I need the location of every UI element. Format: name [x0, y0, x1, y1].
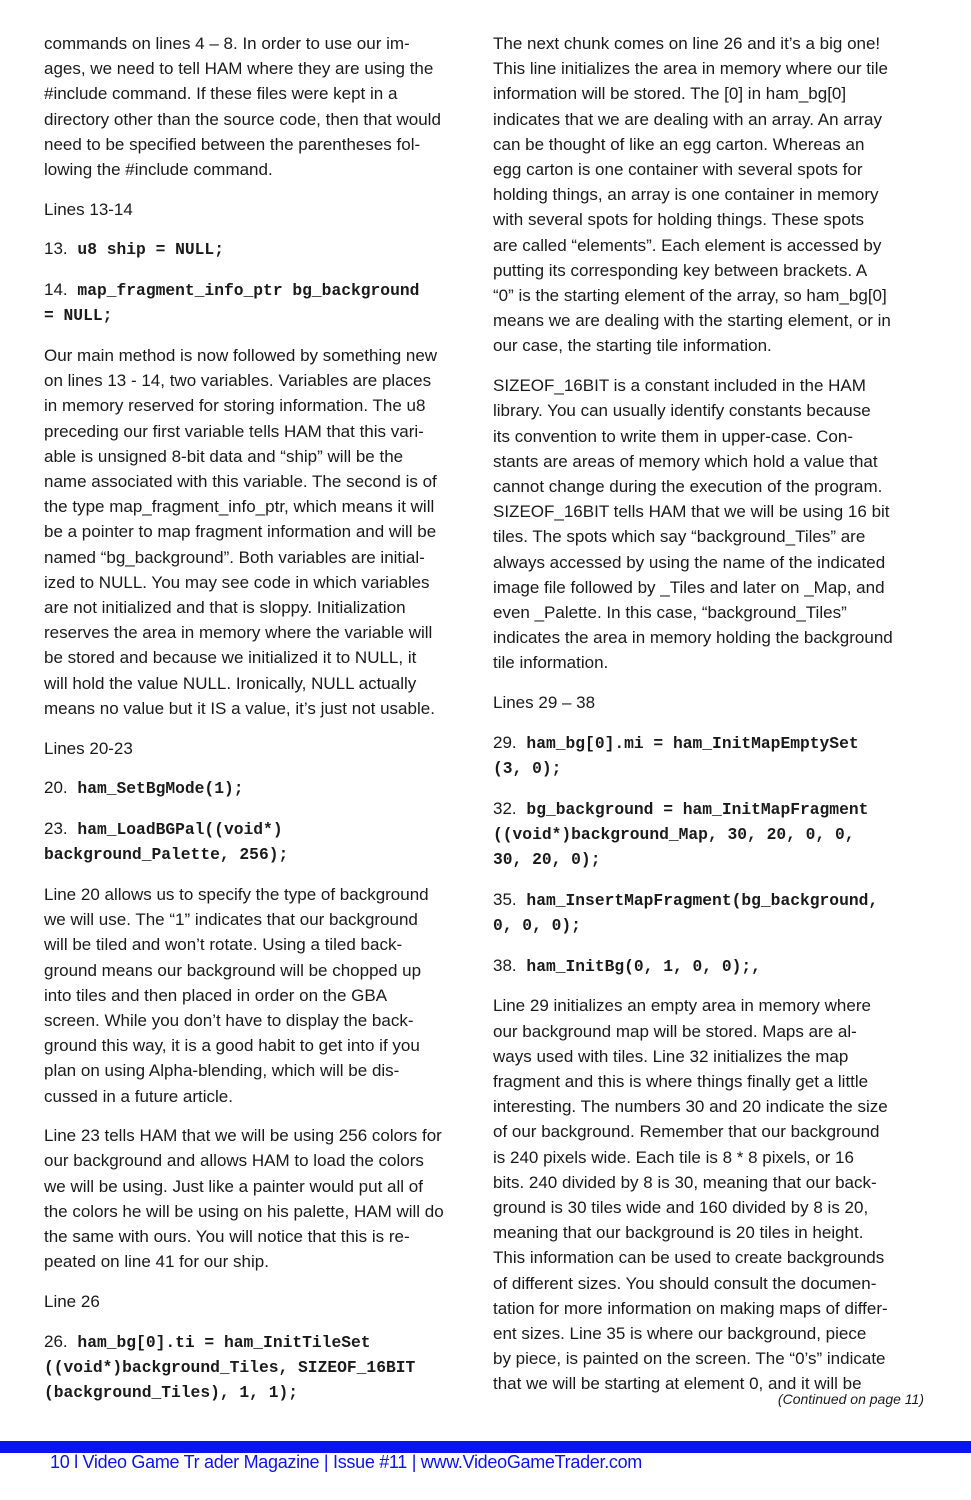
code-line-number: 13.	[44, 239, 68, 259]
paragraph: Lines 20-23	[44, 738, 133, 758]
code-line	[44, 277, 476, 328]
code-line	[493, 730, 925, 781]
code-line-number: 32.	[493, 798, 517, 818]
code-line	[493, 796, 925, 873]
paragraph: commands on lines 4 – 8. In order to use our im- ages, we need to tell HAM where they are using the #include command. If these files were kept in a directory other than the source code, then that would need to be specified between the parentheses fol- lowing the #include command.	[44, 34, 441, 180]
code-text: ham_InsertMapFragment(bg_background, 0, 0, 0);	[493, 890, 879, 935]
paragraph: Our main method is now followed by something new on lines 13 - 14, two variables. Variables are places in memory reserved for storing information. The u8 preceding our first variable tells HAM that this vari- able is unsigned 8-bit data and “ship” will be the name associated with this variable. The second is of the type map_fragment_info_ptr, which means it will be a pointer to map fragment information and will be named “bg_background”. Both variables are initial- ized to NULL. You may see code in which variables are not initialized and that is sloppy. Initialization reserves the area in memory where the variable will be stored and because we initialized it to NULL, it will hold the value NULL. Ironically, NULL actually means no value but it IS a value, it’s just not usable.	[44, 346, 438, 718]
left-column	[44, 31, 476, 1420]
paragraph: Lines 13-14	[44, 199, 133, 219]
paragraph: Line 20 allows us to specify the type of background we will use. The “1” indicates that our background will be tiled and won’t rotate. Using a tiled back- ground means our background will be chopped up into tiles and then placed in order on the GBA screen. While you don’t have to display the back- ground this way, it is a good habit to get into if you plan on using Alpha-blending, which will be dis- cussed in a future article.	[44, 884, 429, 1106]
paragraph: Line 26	[44, 1291, 100, 1311]
code-line-number: 35.	[493, 889, 517, 909]
code-line-number: 29.	[493, 732, 517, 752]
code-text: ham_LoadBGPal((void*) background_Palette, 256);	[44, 819, 289, 865]
code-text: u8 ship = NULL;	[77, 240, 224, 260]
paragraph: Lines 29 – 38	[493, 693, 596, 713]
code-line-number: 26.	[44, 1331, 68, 1351]
paragraph: Line 29 initializes an empty area in memory where our background map will be stored. Maps are al- ways used with tiles. Line 32 initializes the map fragment and this is where things finally get a little interesting. The numbers 30 and 20 indicate the size of our background. Remember that our background is 240 pixels wide. Each tile is 8 * 8 pixels, or 16 bits. 240 divided by 8 is 30, meaning that our back- ground is 30 tiles wide and 160 divided by 8 is 20, meaning that our background is 20 tiles in height. This information can be used to create backgrounds of different sizes. You should consult the documen- tation for more information on making maps of differ- ent sizes. Line 35 is where our background, piece by piece, is painted on the screen. The “0’s” indicate that we will be starting at element 0, and it will be	[493, 996, 888, 1394]
footer-text: 10 l Video Game Tr ader Magazine | Issue #11 | www.VideoGameTrader.com	[50, 1452, 642, 1472]
continued-note: (Continued on page 11)	[777, 1391, 924, 1407]
code-text: ham_bg[0].ti = ham_InitTileSet ((void*)background_Tiles, SIZEOF_16BIT (background_Tiles), 1, 1);	[44, 1332, 416, 1403]
code-line	[44, 775, 476, 801]
code-text: ham_bg[0].mi = ham_InitMapEmptySet (3, 0);	[493, 733, 859, 778]
right-column	[493, 31, 925, 1411]
code-text: bg_background = ham_InitMapFragment ((void*)background_Map, 30, 20, 0, 0, 30, 20, 0);	[493, 799, 869, 870]
code-line	[44, 816, 476, 867]
code-text: ham_SetBgMode(1);	[77, 779, 244, 799]
code-line-number: 38.	[493, 955, 517, 975]
code-line-number: 23.	[44, 818, 68, 838]
paragraph: SIZEOF_16BIT is a constant included in the HAM library. You can usually identify constants because its convention to write them in upper-case. Con- stants are areas of memory which hold a value that cannot change during the execution of the program. SIZEOF_16BIT tells HAM that we will be using 16 bit tiles. The spots which say “background_Tiles” are always accessed by using the name of the indicated image file followed by _Tiles and later on _Map, and even _Palette. In this case, “background_Tiles” indicates the area in memory holding the background tile information.	[493, 376, 893, 673]
code-line	[493, 953, 925, 979]
code-line	[44, 236, 476, 262]
code-line-number: 14.	[44, 280, 68, 300]
paragraph: The next chunk comes on line 26 and it’s a big one! This line initializes the area in memory where our tile information will be stored. The [0] in ham_bg[0] indicates that we are dealing with an array. An array can be thought of like an egg carton. Whereas an egg carton is one container with several spots for holding things, an array is one container in memory with several spots for holding things. These spots are called “elements”. Each element is accessed by putting its corresponding key between brackets. A “0” is the starting element of the array, so ham_bg[0] means we are dealing with the starting element, or in our case, the starting tile information.	[493, 34, 891, 356]
code-line	[44, 1329, 476, 1406]
code-line	[493, 887, 925, 938]
paragraph: Line 23 tells HAM that we will be using 256 colors for our background and allows HAM to load the colors we will be using. Just like a painter would put all of the colors he will be using on his palette, HAM will do the same with ours. You will notice that this is re- peated on line 41 for our ship.	[44, 1126, 444, 1272]
code-text: map_fragment_info_ptr bg_background = NULL;	[44, 281, 420, 326]
code-text: ham_InitBg(0, 1, 0, 0);,	[526, 956, 761, 976]
code-line-number: 20.	[44, 778, 68, 798]
